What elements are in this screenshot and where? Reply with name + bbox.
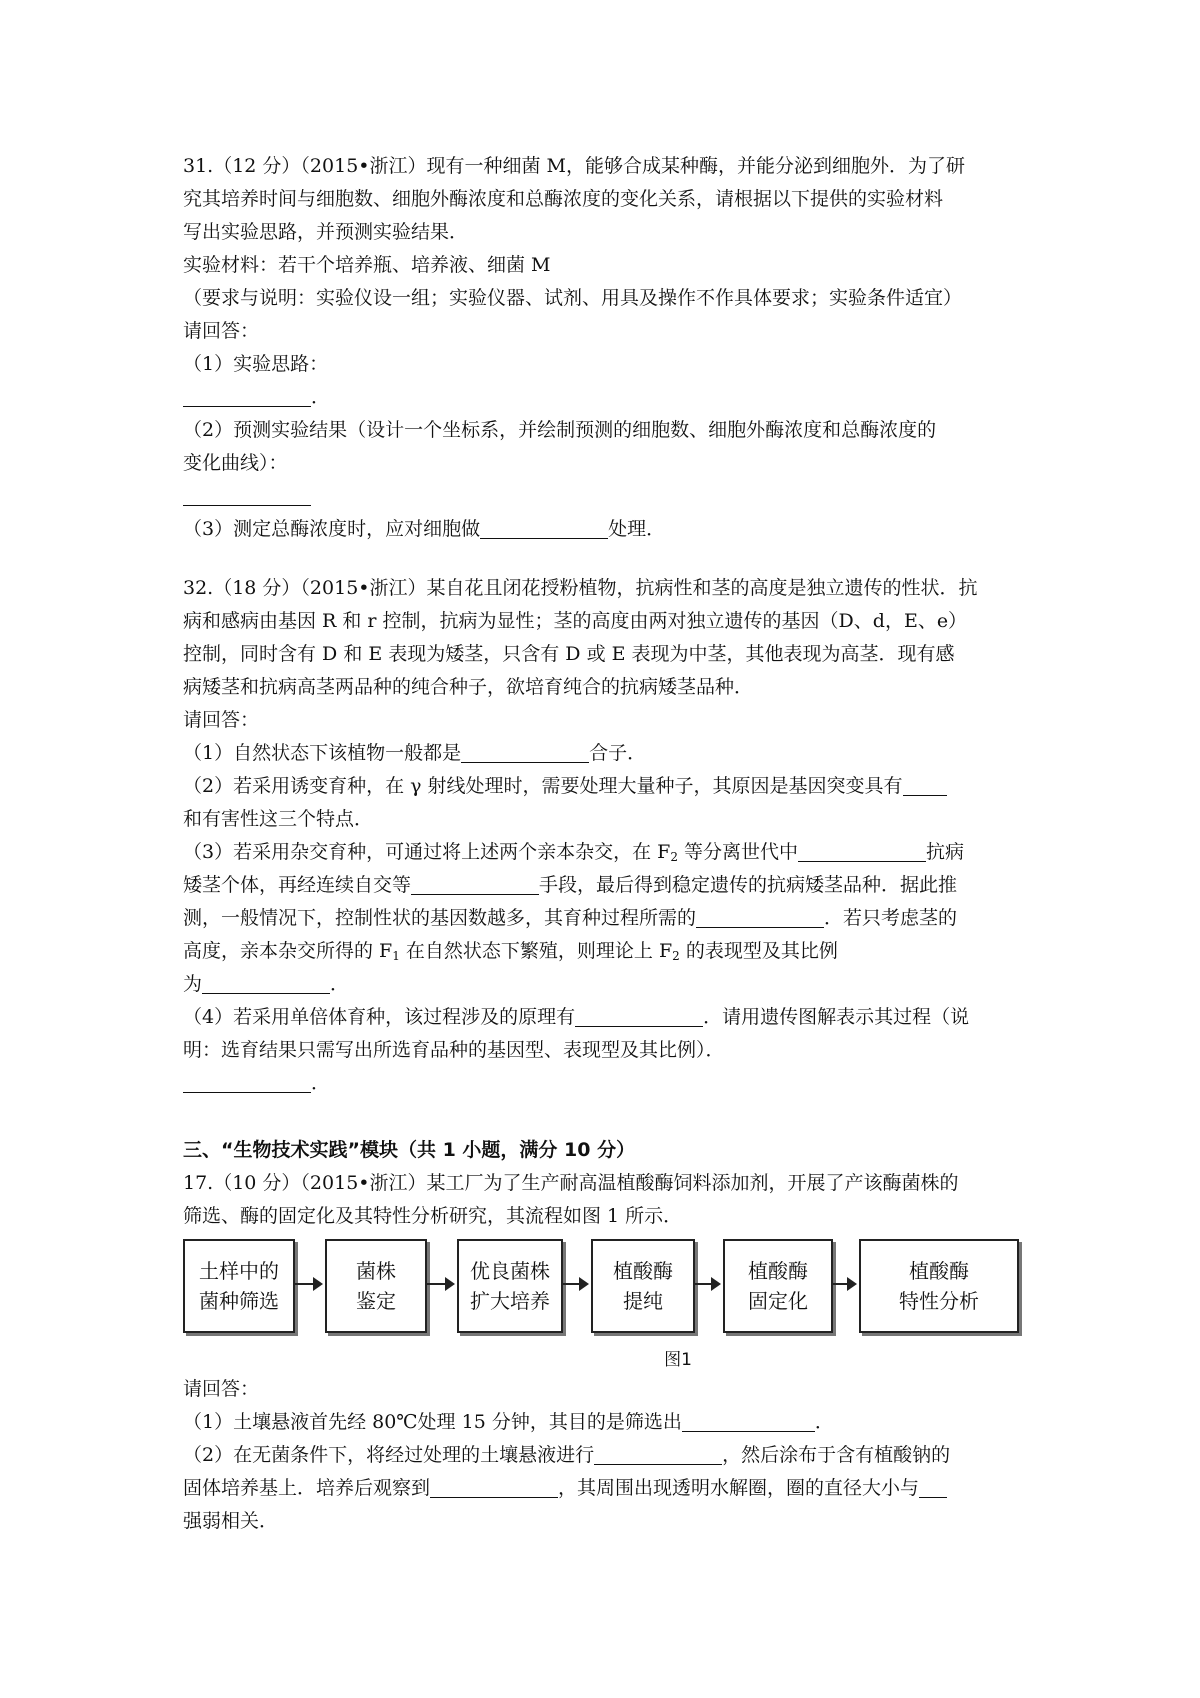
q31-please-answer: 请回答： <box>183 320 260 342</box>
q17-part-1: （1）土壤悬液首先经 80℃处理 15 分钟，其目的是筛选出 ． <box>183 1411 834 1433</box>
q32-part-3: （3）若采用杂交育种，可通过将上述两个亲本杂交，在 $F_2$ 等分离世代中 抗病 <box>183 841 965 864</box>
q31-answer-line-2 <box>183 480 1023 513</box>
flow-arrow-icon <box>833 1283 855 1285</box>
question-32 <box>183 572 1023 1100</box>
q32-part-3-cont-4: 为 ． <box>183 973 350 995</box>
q32-part-3-cont-3: 高度，亲本杂交所得的 $F_1$ 在自然状态下繁殖，则理论上 $F_2$ 的表现型及其比例 <box>183 940 838 963</box>
flow-arrow-icon <box>695 1283 719 1285</box>
flow-step-3: 优良菌株 扩大培养 <box>457 1239 563 1333</box>
q31-materials: 实验材料：若干个培养瓶、培养液、细菌 M <box>183 254 551 276</box>
flow-step-5: 植酸酶 固定化 <box>723 1239 833 1333</box>
answer-blank[interactable] <box>798 841 926 862</box>
answer-blank[interactable] <box>480 518 608 539</box>
q32-part-3-cont-2: 测，一般情况下，控制性状的基因数越多，其育种过程所需的 ．若只考虑茎的 <box>183 907 958 929</box>
flowchart-figure-1 <box>183 1239 1023 1347</box>
answer-blank[interactable] <box>183 485 311 506</box>
q31-part-1: （1）实验思路： <box>183 353 329 375</box>
q31-requirements: （要求与说明：实验仪设一组；实验仪器、试剂、用具及操作不作具体要求；实验条件适宜） <box>183 287 963 309</box>
q32-part-2-cont: 和有害性这三个特点． <box>183 808 374 830</box>
question-31 <box>183 150 1023 546</box>
answer-blank[interactable] <box>575 1006 703 1027</box>
answer-blank[interactable] <box>461 742 589 763</box>
q17-please-answer: 请回答： <box>183 1378 260 1400</box>
answer-blank[interactable] <box>594 1444 722 1465</box>
q32-part-4: （4）若采用单倍体育种，该过程涉及的原理有 ．请用遗传图解表示其过程（说 <box>183 1006 970 1028</box>
document-page <box>183 150 1023 1538</box>
q32-answer-line: ． <box>183 1067 1023 1100</box>
q17-part-2: （2）在无菌条件下，将经过处理的土壤悬液进行 ，然后涂布于含有植酸钠的 <box>183 1444 951 1466</box>
answer-blank[interactable] <box>696 907 824 928</box>
flow-step-4: 植酸酶 提纯 <box>591 1239 695 1333</box>
q17-part-2-cont: 固体培养基上．培养后观察到 ，其周围出现透明水解圈，圈的直径大小与 <box>183 1472 1023 1505</box>
q32-line-2: 病和感病由基因 R 和 r 控制，抗病为显性；茎的高度由两对独立遗传的基因（D、d，E、e） <box>183 610 968 632</box>
q31-line-1: 31.（12 分）（2015•浙江）现有一种细菌 M，能够合成某种酶，并能分泌到细胞外．为了研 <box>183 155 965 177</box>
q31-part-2: （2）预测实验结果（设计一个坐标系，并绘制预测的细胞数、细胞外酶浓度和总酶浓度的 <box>183 419 937 441</box>
q17-part-2-cont-2: 强弱相关． <box>183 1510 279 1532</box>
section-3-title: 三、“生物技术实践”模块（共 1 小题，满分 10 分） <box>183 1139 636 1161</box>
q31-part-2-cont: 变化曲线）： <box>183 452 288 474</box>
answer-blank[interactable] <box>202 973 330 994</box>
q32-part-2: （2）若采用诱变育种，在 γ 射线处理时，需要处理大量种子，其原因是基因突变具有 <box>183 770 1023 803</box>
q32-part-1: （1）自然状态下该植物一般都是 合子． <box>183 742 647 764</box>
q17-line-1: 17.（10 分）（2015•浙江）某工厂为了生产耐高温植酸酶饲料添加剂，开展了产该酶菌株的 <box>183 1172 959 1194</box>
q31-answer-line-1: ． <box>183 381 1023 414</box>
answer-blank[interactable] <box>919 1477 947 1498</box>
answer-blank[interactable] <box>183 1072 311 1093</box>
answer-blank[interactable] <box>183 386 311 407</box>
flow-step-6: 植酸酶 特性分析 <box>859 1239 1019 1333</box>
q32-line-4: 病矮茎和抗病高茎两品种的纯合种子，欲培育纯合的抗病矮茎品种． <box>183 676 754 698</box>
q31-line-3: 写出实验思路，并预测实验结果． <box>183 221 469 243</box>
q32-part-3-cont-1: 矮茎个体，再经连续自交等 手段，最后得到稳定遗传的抗病矮茎品种．据此推 <box>183 874 958 896</box>
answer-blank[interactable] <box>903 775 947 796</box>
question-17 <box>183 1167 1023 1538</box>
figure-caption: 图1 <box>664 1350 692 1370</box>
flow-arrow-icon <box>563 1283 587 1285</box>
q32-part-4-cont: 明：选育结果只需写出所选育品种的基因型、表现型及其比例）． <box>183 1039 725 1061</box>
flow-step-1: 土样中的 菌种筛选 <box>183 1239 295 1333</box>
q32-please-answer: 请回答： <box>183 709 260 731</box>
flow-arrow-icon <box>295 1283 321 1285</box>
q31-part-3: （3）测定总酶浓度时，应对细胞做 处理． <box>183 518 666 540</box>
flow-step-2: 菌株 鉴定 <box>325 1239 427 1333</box>
q31-line-2: 究其培养时间与细胞数、细胞外酶浓度和总酶浓度的变化关系，请根据以下提供的实验材料 <box>183 188 944 210</box>
q32-line-1: 32.（18 分）（2015•浙江）某自花且闭花授粉植物，抗病性和茎的高度是独立遗传的性状．抗 <box>183 577 978 599</box>
answer-blank[interactable] <box>411 874 539 895</box>
answer-blank[interactable] <box>430 1477 558 1498</box>
answer-blank[interactable] <box>682 1411 815 1432</box>
q17-line-2: 筛选、酶的固定化及其特性分析研究，其流程如图 1 所示． <box>183 1205 683 1227</box>
q32-line-3: 控制，同时含有 D 和 E 表现为矮茎，只含有 D 或 E 表现为中茎，其他表现为高茎．现有感 <box>183 643 955 665</box>
flow-arrow-icon <box>427 1283 453 1285</box>
